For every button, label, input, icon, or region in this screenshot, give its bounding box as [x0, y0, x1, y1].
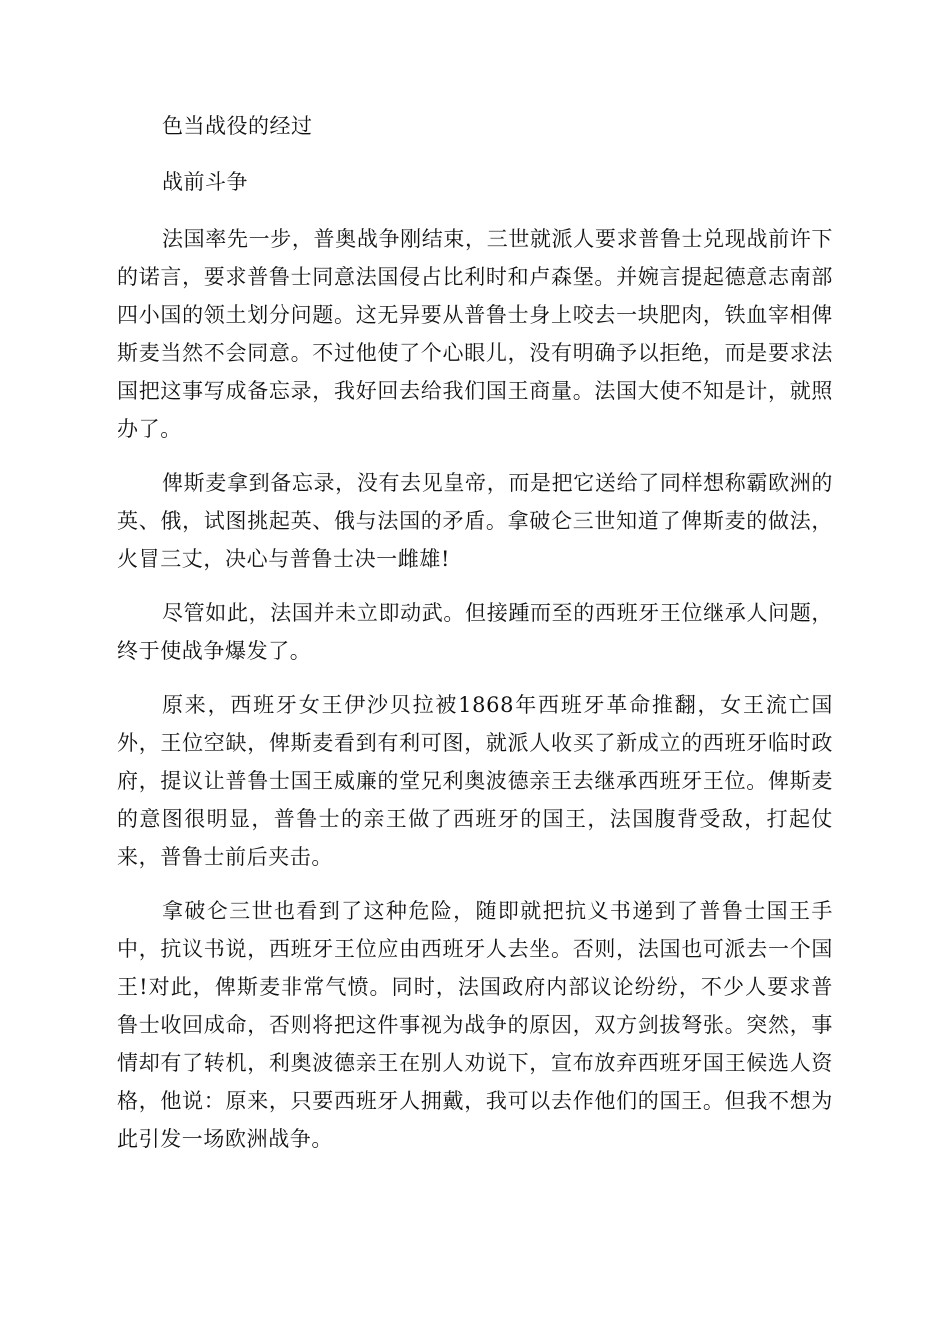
section-heading: 战前斗争 — [162, 170, 248, 194]
document-page — [117, 108, 833, 1174]
paragraph: 俾斯麦拿到备忘录，没有去见皇帝，而是把它送给了同样想称霸欧洲的英、俄，试图挑起英、俄与法国的矛盾。拿破仑三世知道了俾斯麦的做法，火冒三丈，决心与普鲁士决一雌雄! — [117, 471, 833, 571]
paragraph: 原来，西班牙女王伊沙贝拉被1868年西班牙革命推翻，女王流亡国外，王位空缺，俾斯麦看到有利可图，就派人收买了新成立的西班牙临时政府，提议让普鲁士国王威廉的堂兄利奥波德亲王去继承西班牙王位。俾斯麦的意图很明显，普鲁士的亲王做了西班牙的国王，法国腹背受敌，打起仗来，普鲁士前后夹击。 — [117, 693, 833, 869]
paragraph: 法国率先一步，普奥战争刚结束，三世就派人要求普鲁士兑现战前许下的诺言，要求普鲁士同意法国侵占比利时和卢森堡。并婉言提起德意志南部四小国的领土划分问题。这无异要从普鲁士身上咬去一块肥肉，铁血宰相俾斯麦当然不会同意。不过他使了个心眼儿，没有明确予以拒绝，而是要求法国把这事写成备忘录，我好回去给我们国王商量。法国大使不知是计，就照办了。 — [117, 227, 833, 441]
document-title: 色当战役的经过 — [162, 114, 313, 138]
paragraph: 拿破仑三世也看到了这种危险，随即就把抗义书递到了普鲁士国王手中，抗议书说，西班牙王位应由西班牙人去坐。否则，法国也可派去一个国王!对此，俾斯麦非常气愤。同时，法国政府内部议论纷纷，不少人要求普鲁士收回成命，否则将把这件事视为战争的原因，双方剑拔弩张。突然，事情却有了转机，利奥波德亲王在别人劝说下，宣布放弃西班牙国王候选人资格，他说：原来，只要西班牙人拥戴，我可以去作他们的国王。但我不想为此引发一场欧洲战争。 — [117, 899, 833, 1151]
paragraph: 尽管如此，法国并未立即动武。但接踵而至的西班牙王位继承人问题，终于使战争爆发了。 — [117, 601, 833, 663]
